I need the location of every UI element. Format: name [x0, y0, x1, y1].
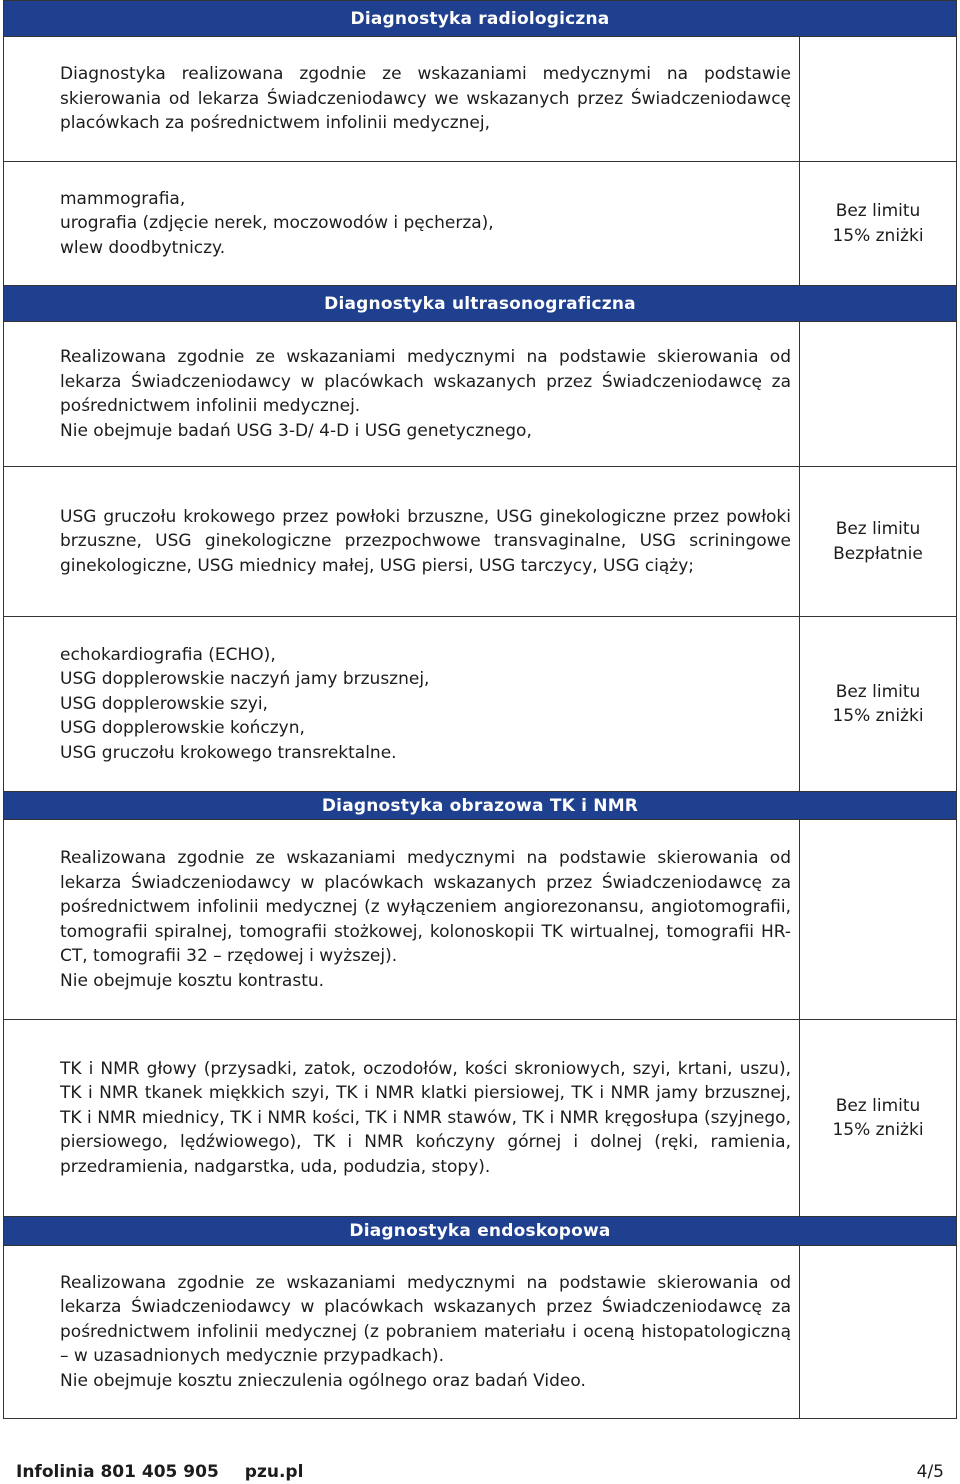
service-row — [4, 617, 957, 792]
intro-text: Realizowana zgodnie ze wskazaniami medycznymi na podstawie skierowania od lekarza Świadczeniodawcy w placówkach wskazanych przez Świadczeniodawcę za pośrednictwem infolinii medycznej. — [60, 347, 791, 416]
section-intro — [4, 37, 800, 162]
service-line: wlew doodbytniczy. — [60, 237, 226, 258]
limit-label: Bez limitu — [835, 1095, 921, 1116]
intro-note: Nie obejmuje badań USG 3-D/ 4-D i USG genetycznego, — [60, 420, 532, 441]
intro-text: Diagnostyka realizowana zgodnie ze wskazaniami medycznymi na podstawie skierowania od lekarza Świadczeniodawcy we wskazanych przez Świadczeniodawcę placówkach za pośrednictwem infolinii medycznej, — [60, 64, 791, 134]
section-intro-row — [4, 1246, 957, 1419]
section-title: Diagnostyka radiologiczna — [4, 1, 957, 37]
service-description — [4, 162, 800, 286]
service-line: echokardiografia (ECHO), — [60, 644, 276, 665]
section-intro-row — [4, 37, 957, 162]
section-header-ultrasonograficzna — [4, 286, 957, 322]
intro-note: Nie obejmuje kosztu kontrastu. — [60, 970, 325, 991]
section-header-endoskopowa — [4, 1217, 957, 1246]
service-terms — [800, 162, 957, 286]
service-line: mammografia, — [60, 188, 186, 209]
infolinia-text: Infolinia 801 405 905 — [16, 1462, 219, 1482]
service-description — [4, 467, 800, 617]
site-link[interactable]: pzu.pl — [244, 1462, 304, 1482]
service-line: urografia (zdjęcie nerek, moczowodów i pęcherza), — [60, 213, 494, 234]
empty-cell — [800, 820, 957, 1020]
service-row — [4, 1020, 957, 1217]
price-label: 15% zniżki — [832, 706, 924, 726]
section-intro — [4, 1246, 800, 1419]
section-title: Diagnostyka endoskopowa — [4, 1217, 957, 1246]
price-label: 15% zniżki — [832, 1120, 924, 1140]
empty-cell — [800, 37, 957, 162]
intro-note: Nie obejmuje kosztu znieczulenia ogólnego oraz badań Video. — [60, 1370, 586, 1391]
empty-cell — [800, 1246, 957, 1419]
service-line: USG dopplerowskie naczyń jamy brzusznej, — [60, 669, 430, 690]
intro-text: Realizowana zgodnie ze wskazaniami medycznymi na podstawie skierowania od lekarza Świadczeniodawcy w placówkach wskazanych przez Świadczeniodawcę za pośrednictwem infolinii medycznej (z wyłączeniem angiorezonansu, angiotomografii, tomografii spiralnej, tomografii stożkowej, kolonoskopii TK wirtualnej, tomografii HR-CT, tomografii 32 – rzędowej i wyższej). — [60, 848, 791, 966]
service-line: USG gruczołu krokowego przez powłoki brzuszne, USG ginekologiczne przez powłoki brzuszne, USG ginekologiczne przezpochwowe transvaginalne, USG scriningowe ginekologiczne, USG miednicy małej, USG piersi, USG tarczycy, USG ciąży; — [60, 506, 791, 576]
section-header-radiologiczna — [4, 1, 957, 37]
service-line: USG dopplerowskie kończyn, — [60, 718, 305, 739]
service-line: TK i NMR głowy (przysadki, zatok, oczodołów, kości skroniowych, szyi, krtani, uszu), TK i NMR tkanek miękkich szyi, TK i NMR klatki piersiowej, TK i NMR jamy brzusznej, TK i NMR miednicy, TK i NMR kości, TK i NMR stawów, TK i NMR kręgosłupa (szyjnego, piersiowego, lędźwiowego), TK i NMR kończyny górnej i dolnej (ręki, ramienia, przedramienia, nadgarstka, uda, podudzia, stopy). — [60, 1058, 791, 1177]
price-label: 15% zniżki — [832, 225, 924, 246]
service-line: USG gruczołu krokowego transrektalne. — [60, 742, 397, 763]
footer-contact — [16, 1462, 329, 1482]
page-footer — [0, 1462, 960, 1484]
limit-label: Bez limitu — [835, 201, 921, 221]
section-intro-row — [4, 820, 957, 1020]
section-title: Diagnostyka obrazowa TK i NMR — [4, 792, 957, 820]
service-description — [4, 1020, 800, 1217]
intro-text: Realizowana zgodnie ze wskazaniami medycznymi na podstawie skierowania od lekarza Świadczeniodawcy w placówkach wskazanych przez Świadczeniodawcę za pośrednictwem infolinii medycznej (z pobraniem materiału i oceną histopatologiczną – w uzasadnionych medycznie przypadkach). — [60, 1272, 791, 1367]
limit-label: Bez limitu — [835, 519, 921, 539]
service-row — [4, 162, 957, 286]
empty-cell — [800, 322, 957, 467]
limit-label: Bez limitu — [835, 681, 921, 702]
section-intro — [4, 322, 800, 467]
service-description — [4, 617, 800, 792]
price-label: Bezpłatnie — [833, 543, 923, 564]
services-table — [3, 0, 957, 1419]
section-title: Diagnostyka ultrasonograficzna — [4, 286, 957, 322]
service-line: USG dopplerowskie szyi, — [60, 693, 268, 714]
service-terms — [800, 467, 957, 617]
service-terms — [800, 1020, 957, 1217]
section-intro — [4, 820, 800, 1020]
section-header-tk-nmr — [4, 792, 957, 820]
page-number: 4/5 — [916, 1462, 944, 1482]
service-terms — [800, 617, 957, 792]
service-row — [4, 467, 957, 617]
section-intro-row — [4, 322, 957, 467]
